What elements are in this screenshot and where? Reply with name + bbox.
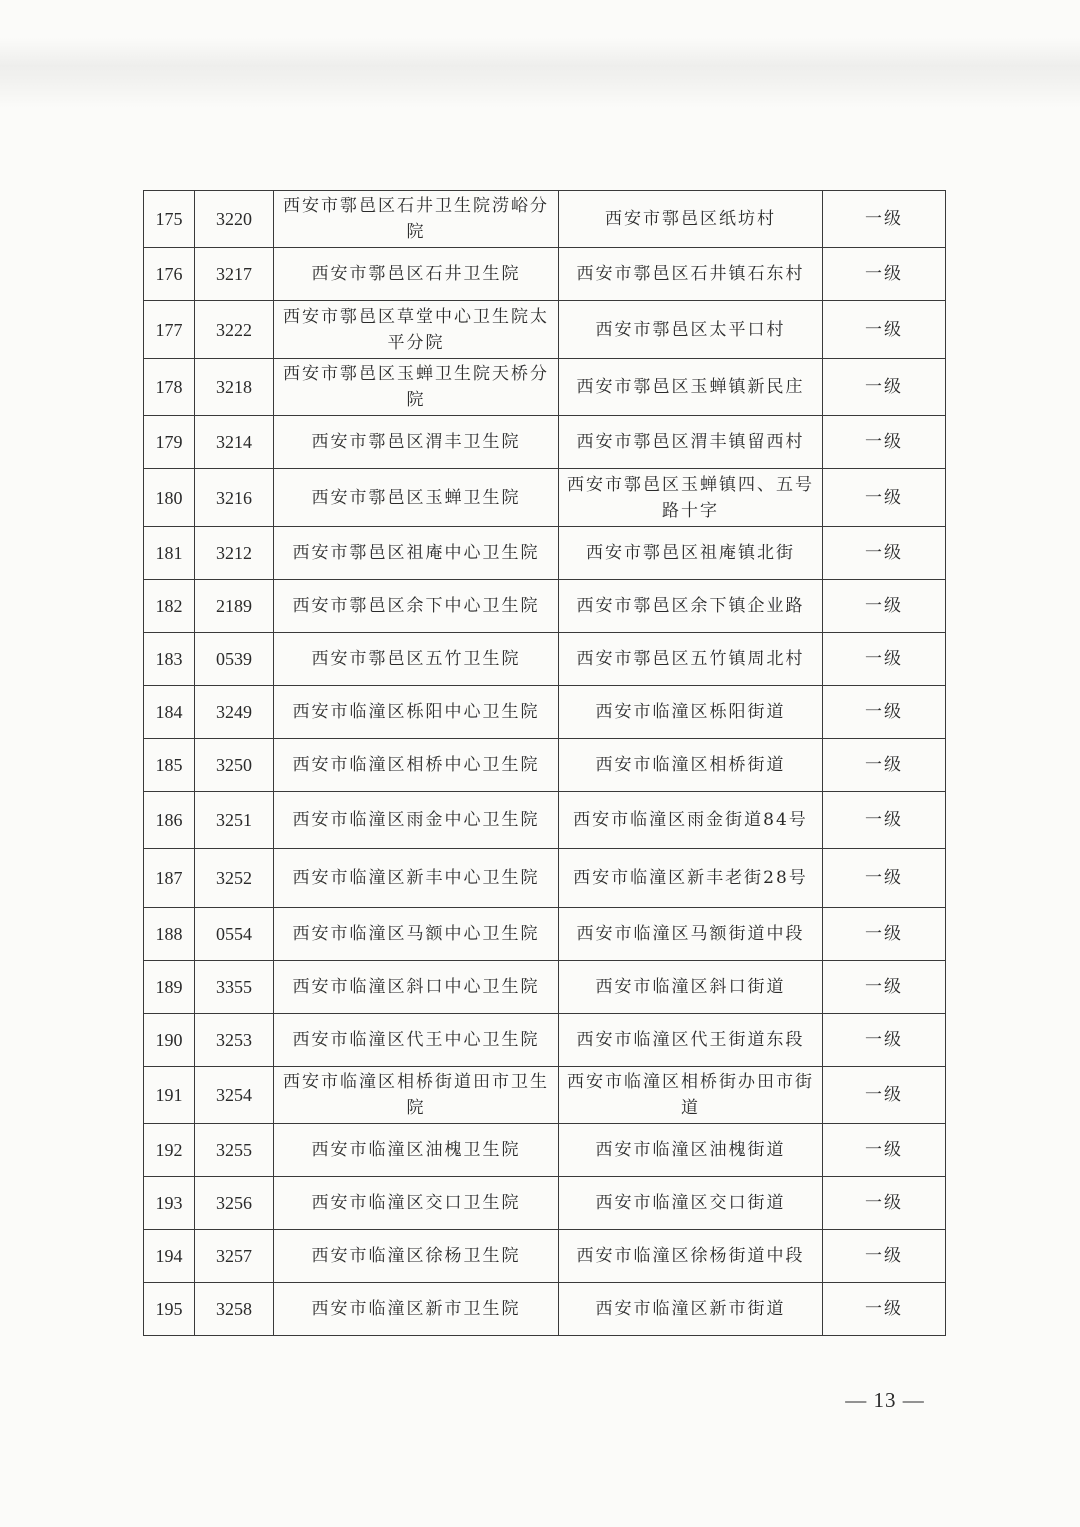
row-address: 西安市临潼区斜口街道 xyxy=(559,961,823,1014)
row-seq: 182 xyxy=(144,580,195,633)
row-level: 一级 xyxy=(823,739,946,792)
row-level: 一级 xyxy=(823,961,946,1014)
row-seq: 190 xyxy=(144,1014,195,1067)
row-address: 西安市临潼区相桥街道 xyxy=(559,739,823,792)
row-code: 3220 xyxy=(195,191,274,248)
row-code: 3252 xyxy=(195,849,274,908)
row-institution-name: 西安市临潼区相桥街道田市卫生院 xyxy=(274,1067,559,1124)
row-institution-name: 西安市鄠邑区玉蝉卫生院 xyxy=(274,469,559,527)
table-row xyxy=(144,686,946,739)
row-institution-name: 西安市临潼区油槐卫生院 xyxy=(274,1124,559,1177)
row-address: 西安市鄠邑区余下镇企业路 xyxy=(559,580,823,633)
row-code: 2189 xyxy=(195,580,274,633)
row-code: 3256 xyxy=(195,1177,274,1230)
row-level: 一级 xyxy=(823,849,946,908)
row-level: 一级 xyxy=(823,1230,946,1283)
row-seq: 187 xyxy=(144,849,195,908)
row-level: 一级 xyxy=(823,908,946,961)
row-level: 一级 xyxy=(823,1283,946,1336)
scan-shadow-band xyxy=(0,38,1080,108)
row-address: 西安市临潼区徐杨街道中段 xyxy=(559,1230,823,1283)
row-institution-name: 西安市鄠邑区玉蝉卫生院天桥分院 xyxy=(274,359,559,416)
row-seq: 186 xyxy=(144,792,195,849)
row-code: 3255 xyxy=(195,1124,274,1177)
row-code: 3222 xyxy=(195,301,274,359)
table-row xyxy=(144,1124,946,1177)
row-institution-name: 西安市临潼区相桥中心卫生院 xyxy=(274,739,559,792)
row-address: 西安市鄠邑区五竹镇周北村 xyxy=(559,633,823,686)
table-row xyxy=(144,1230,946,1283)
row-seq: 195 xyxy=(144,1283,195,1336)
row-institution-name: 西安市临潼区新丰中心卫生院 xyxy=(274,849,559,908)
row-level: 一级 xyxy=(823,1014,946,1067)
row-seq: 181 xyxy=(144,527,195,580)
row-level: 一级 xyxy=(823,416,946,469)
row-code: 3249 xyxy=(195,686,274,739)
row-level: 一级 xyxy=(823,527,946,580)
row-address: 西安市鄠邑区渭丰镇留西村 xyxy=(559,416,823,469)
row-address: 西安市临潼区栎阳街道 xyxy=(559,686,823,739)
row-code: 3251 xyxy=(195,792,274,849)
row-level: 一级 xyxy=(823,248,946,301)
table-row xyxy=(144,301,946,359)
row-institution-name: 西安市临潼区徐杨卫生院 xyxy=(274,1230,559,1283)
table-row xyxy=(144,527,946,580)
table-row xyxy=(144,1014,946,1067)
row-address: 西安市鄠邑区纸坊村 xyxy=(559,191,823,248)
row-institution-name: 西安市临潼区代王中心卫生院 xyxy=(274,1014,559,1067)
row-seq: 193 xyxy=(144,1177,195,1230)
table-row xyxy=(144,849,946,908)
row-level: 一级 xyxy=(823,301,946,359)
row-institution-name: 西安市临潼区新市卫生院 xyxy=(274,1283,559,1336)
row-institution-name: 西安市鄠邑区祖庵中心卫生院 xyxy=(274,527,559,580)
table-row xyxy=(144,469,946,527)
table-row xyxy=(144,416,946,469)
table-row xyxy=(144,191,946,248)
row-level: 一级 xyxy=(823,359,946,416)
row-seq: 191 xyxy=(144,1067,195,1124)
row-seq: 178 xyxy=(144,359,195,416)
row-address: 西安市临潼区相桥街办田市街道 xyxy=(559,1067,823,1124)
row-institution-name: 西安市鄠邑区余下中心卫生院 xyxy=(274,580,559,633)
page-number: — 13 — xyxy=(845,1388,925,1412)
row-level: 一级 xyxy=(823,792,946,849)
row-code: 3254 xyxy=(195,1067,274,1124)
row-code: 3355 xyxy=(195,961,274,1014)
table-row xyxy=(144,633,946,686)
row-institution-name: 西安市临潼区交口卫生院 xyxy=(274,1177,559,1230)
row-seq: 175 xyxy=(144,191,195,248)
row-level: 一级 xyxy=(823,633,946,686)
row-institution-name: 西安市鄠邑区草堂中心卫生院太平分院 xyxy=(274,301,559,359)
table-row xyxy=(144,1283,946,1336)
row-institution-name: 西安市鄠邑区渭丰卫生院 xyxy=(274,416,559,469)
row-seq: 194 xyxy=(144,1230,195,1283)
row-level: 一级 xyxy=(823,580,946,633)
row-address: 西安市临潼区代王街道东段 xyxy=(559,1014,823,1067)
row-institution-name: 西安市临潼区雨金中心卫生院 xyxy=(274,792,559,849)
row-level: 一级 xyxy=(823,469,946,527)
row-address: 西安市临潼区新丰老街28号 xyxy=(559,849,823,908)
row-seq: 180 xyxy=(144,469,195,527)
table-row xyxy=(144,961,946,1014)
row-institution-name: 西安市鄠邑区五竹卫生院 xyxy=(274,633,559,686)
row-address: 西安市鄠邑区玉蝉镇四、五号路十字 xyxy=(559,469,823,527)
row-level: 一级 xyxy=(823,1177,946,1230)
row-code: 3216 xyxy=(195,469,274,527)
row-seq: 183 xyxy=(144,633,195,686)
row-address: 西安市临潼区油槐街道 xyxy=(559,1124,823,1177)
row-institution-name: 西安市临潼区斜口中心卫生院 xyxy=(274,961,559,1014)
table-body xyxy=(144,191,946,1336)
row-seq: 189 xyxy=(144,961,195,1014)
row-address: 西安市临潼区新市街道 xyxy=(559,1283,823,1336)
table-row xyxy=(144,1177,946,1230)
row-code: 3217 xyxy=(195,248,274,301)
row-code: 3257 xyxy=(195,1230,274,1283)
table-row xyxy=(144,739,946,792)
row-institution-name: 西安市鄠邑区石井卫生院涝峪分院 xyxy=(274,191,559,248)
row-seq: 184 xyxy=(144,686,195,739)
row-level: 一级 xyxy=(823,686,946,739)
hospital-table xyxy=(143,190,946,1336)
row-address: 西安市鄠邑区太平口村 xyxy=(559,301,823,359)
table-row xyxy=(144,248,946,301)
table-row xyxy=(144,359,946,416)
row-seq: 176 xyxy=(144,248,195,301)
row-level: 一级 xyxy=(823,191,946,248)
row-seq: 185 xyxy=(144,739,195,792)
row-address: 西安市鄠邑区玉蝉镇新民庄 xyxy=(559,359,823,416)
row-code: 3258 xyxy=(195,1283,274,1336)
table-row xyxy=(144,908,946,961)
row-institution-name: 西安市临潼区马额中心卫生院 xyxy=(274,908,559,961)
row-address: 西安市鄠邑区石井镇石东村 xyxy=(559,248,823,301)
row-seq: 177 xyxy=(144,301,195,359)
row-code: 0554 xyxy=(195,908,274,961)
row-code: 3218 xyxy=(195,359,274,416)
row-institution-name: 西安市临潼区栎阳中心卫生院 xyxy=(274,686,559,739)
row-institution-name: 西安市鄠邑区石井卫生院 xyxy=(274,248,559,301)
row-level: 一级 xyxy=(823,1067,946,1124)
table-row xyxy=(144,1067,946,1124)
row-seq: 179 xyxy=(144,416,195,469)
row-seq: 188 xyxy=(144,908,195,961)
table-row xyxy=(144,580,946,633)
row-code: 3253 xyxy=(195,1014,274,1067)
row-address: 西安市临潼区雨金街道84号 xyxy=(559,792,823,849)
row-code: 3214 xyxy=(195,416,274,469)
row-code: 0539 xyxy=(195,633,274,686)
row-seq: 192 xyxy=(144,1124,195,1177)
row-level: 一级 xyxy=(823,1124,946,1177)
table-row xyxy=(144,792,946,849)
row-address: 西安市鄠邑区祖庵镇北街 xyxy=(559,527,823,580)
row-code: 3250 xyxy=(195,739,274,792)
row-address: 西安市临潼区马额街道中段 xyxy=(559,908,823,961)
row-code: 3212 xyxy=(195,527,274,580)
row-address: 西安市临潼区交口街道 xyxy=(559,1177,823,1230)
